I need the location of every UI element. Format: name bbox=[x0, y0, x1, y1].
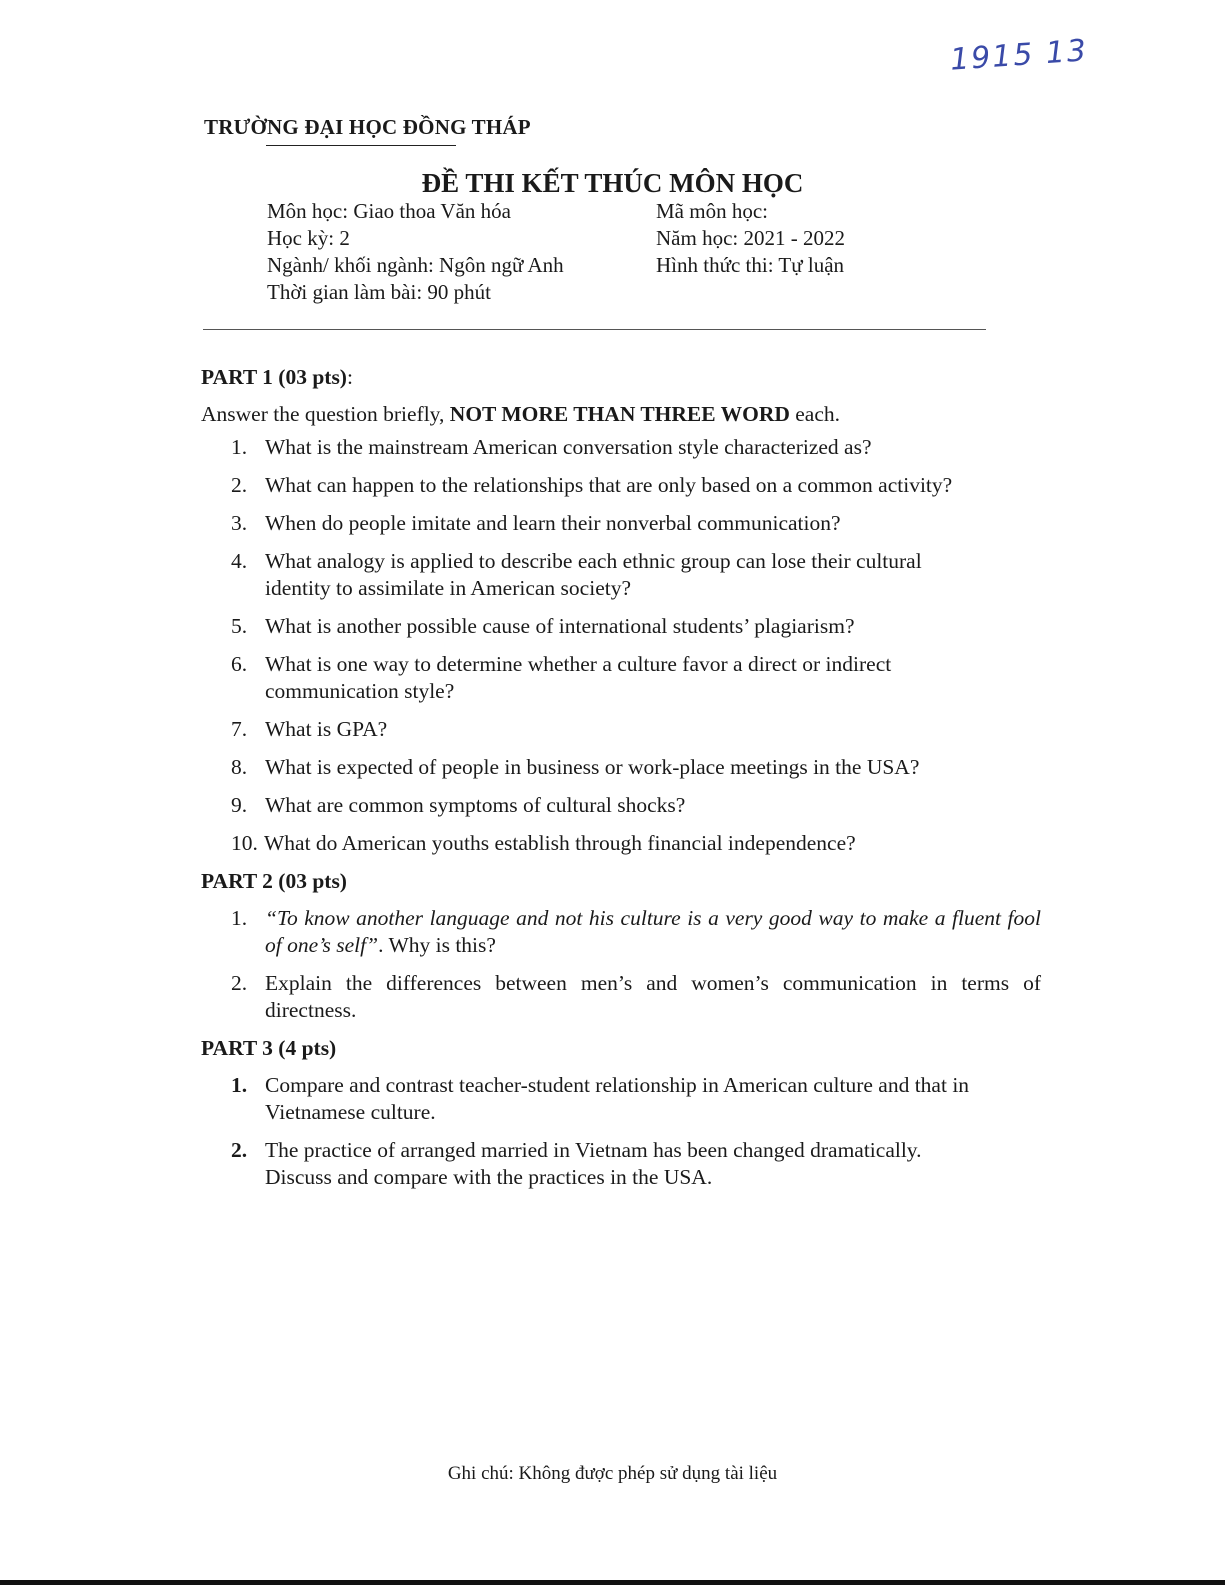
handwritten-note: 1915 13 bbox=[948, 33, 1090, 78]
part3-question bbox=[201, 1072, 1041, 1126]
instruction-suffix: each. bbox=[789, 402, 841, 426]
school-name: TRƯỜNG ĐẠI HỌC ĐỒNG THÁP bbox=[204, 115, 531, 139]
part1-question bbox=[201, 716, 1041, 743]
part1-question bbox=[201, 830, 1041, 857]
exam-content bbox=[201, 364, 1041, 1202]
exam-info-left bbox=[267, 198, 564, 306]
question-text: What is the mainstream American conversation style characterized as? bbox=[265, 435, 872, 459]
header-divider bbox=[203, 329, 986, 330]
question-number: 1. bbox=[231, 906, 248, 930]
school-year-field: Năm học: 2021 - 2022 bbox=[656, 226, 845, 250]
question-text: What is GPA? bbox=[265, 717, 388, 741]
question-number: 2. bbox=[231, 971, 248, 995]
part1-question bbox=[201, 754, 1041, 781]
major-field: Ngành/ khối ngành: Ngôn ngữ Anh bbox=[267, 253, 564, 277]
duration-field: Thời gian làm bài: 90 phút bbox=[267, 280, 491, 304]
part1-question bbox=[201, 792, 1041, 819]
part3-question-list bbox=[201, 1072, 1041, 1191]
part1-question bbox=[201, 651, 1041, 705]
part1-question bbox=[201, 548, 1041, 602]
school-underline bbox=[266, 145, 456, 146]
question-text: When do people imitate and learn their nonverbal communication? bbox=[265, 511, 841, 535]
question-text: What are common symptoms of cultural shocks? bbox=[265, 793, 686, 817]
subject-field: Môn học: Giao thoa Văn hóa bbox=[267, 199, 511, 223]
part2-question-list bbox=[201, 905, 1041, 1024]
question-number: 4. bbox=[231, 549, 248, 573]
question-number: 3. bbox=[231, 511, 248, 535]
question-number: 2. bbox=[231, 473, 248, 497]
question-number: 7. bbox=[231, 717, 248, 741]
part1-question bbox=[201, 510, 1041, 537]
instruction-emphasis: NOT MORE THAN THREE WORD bbox=[449, 402, 790, 426]
question-number: 6. bbox=[231, 652, 248, 676]
part3-question bbox=[201, 1137, 1041, 1191]
course-code-field: Mã môn học: bbox=[656, 199, 768, 223]
question-number: 2. bbox=[231, 1138, 248, 1162]
question-text: What is one way to determine whether a culture favor a direct or indirect communication style? bbox=[265, 652, 892, 703]
part1-heading-suffix: : bbox=[346, 365, 353, 389]
part3-heading: PART 3 (4 pts) bbox=[201, 1036, 337, 1060]
scan-bottom-edge bbox=[0, 1580, 1225, 1585]
question-quote: “To know another language and not his culture is a very good way to make a fluent fool of one’s self” bbox=[265, 906, 1041, 957]
question-text: What can happen to the relationships that are only based on a common activity? bbox=[265, 473, 953, 497]
part1-question bbox=[201, 472, 1041, 499]
question-text: Explain the differences between men’s and women’s communication in terms of directness. bbox=[265, 971, 1041, 1022]
question-text: Compare and contrast teacher-student relationship in American culture and that in Vietnamese culture. bbox=[265, 1073, 970, 1124]
question-text: What is expected of people in business or work-place meetings in the USA? bbox=[265, 755, 920, 779]
part1-question bbox=[201, 434, 1041, 461]
question-number: 5. bbox=[231, 614, 248, 638]
part1-question bbox=[201, 613, 1041, 640]
question-text: . Why is this? bbox=[378, 933, 496, 957]
part1-instruction bbox=[201, 401, 1041, 428]
instruction-prefix: Answer the question briefly, bbox=[201, 402, 450, 426]
part2-heading: PART 2 (03 pts) bbox=[201, 869, 347, 893]
semester-field: Học kỳ: 2 bbox=[267, 226, 350, 250]
exam-title: ĐỀ THI KẾT THÚC MÔN HỌC bbox=[421, 168, 804, 198]
exam-format-field: Hình thức thi: Tự luận bbox=[656, 253, 845, 277]
part1-question-list bbox=[201, 434, 1041, 857]
part2-question bbox=[201, 970, 1041, 1024]
part1-heading bbox=[201, 364, 1041, 391]
question-text: What is another possible cause of international students’ plagiarism? bbox=[265, 614, 855, 638]
question-text: What analogy is applied to describe each ethnic group can lose their cultural identity to assimilate in American society? bbox=[265, 549, 922, 600]
question-text: What do American youths establish through financial independence? bbox=[264, 831, 856, 855]
question-number: 10. bbox=[231, 831, 258, 855]
question-number: 1. bbox=[231, 435, 248, 459]
question-text: The practice of arranged married in Vietnam has been changed dramatically. Discuss and compare with the practices in the USA. bbox=[265, 1138, 922, 1189]
part1-heading-text: PART 1 (03 pts) bbox=[201, 365, 347, 389]
question-number: 9. bbox=[231, 793, 248, 817]
question-number: 8. bbox=[231, 755, 248, 779]
footer-note: Ghi chú: Không được phép sử dụng tài liệu bbox=[447, 1463, 778, 1484]
question-number: 1. bbox=[231, 1073, 248, 1097]
exam-info-right bbox=[656, 198, 845, 279]
part2-question bbox=[201, 905, 1041, 959]
